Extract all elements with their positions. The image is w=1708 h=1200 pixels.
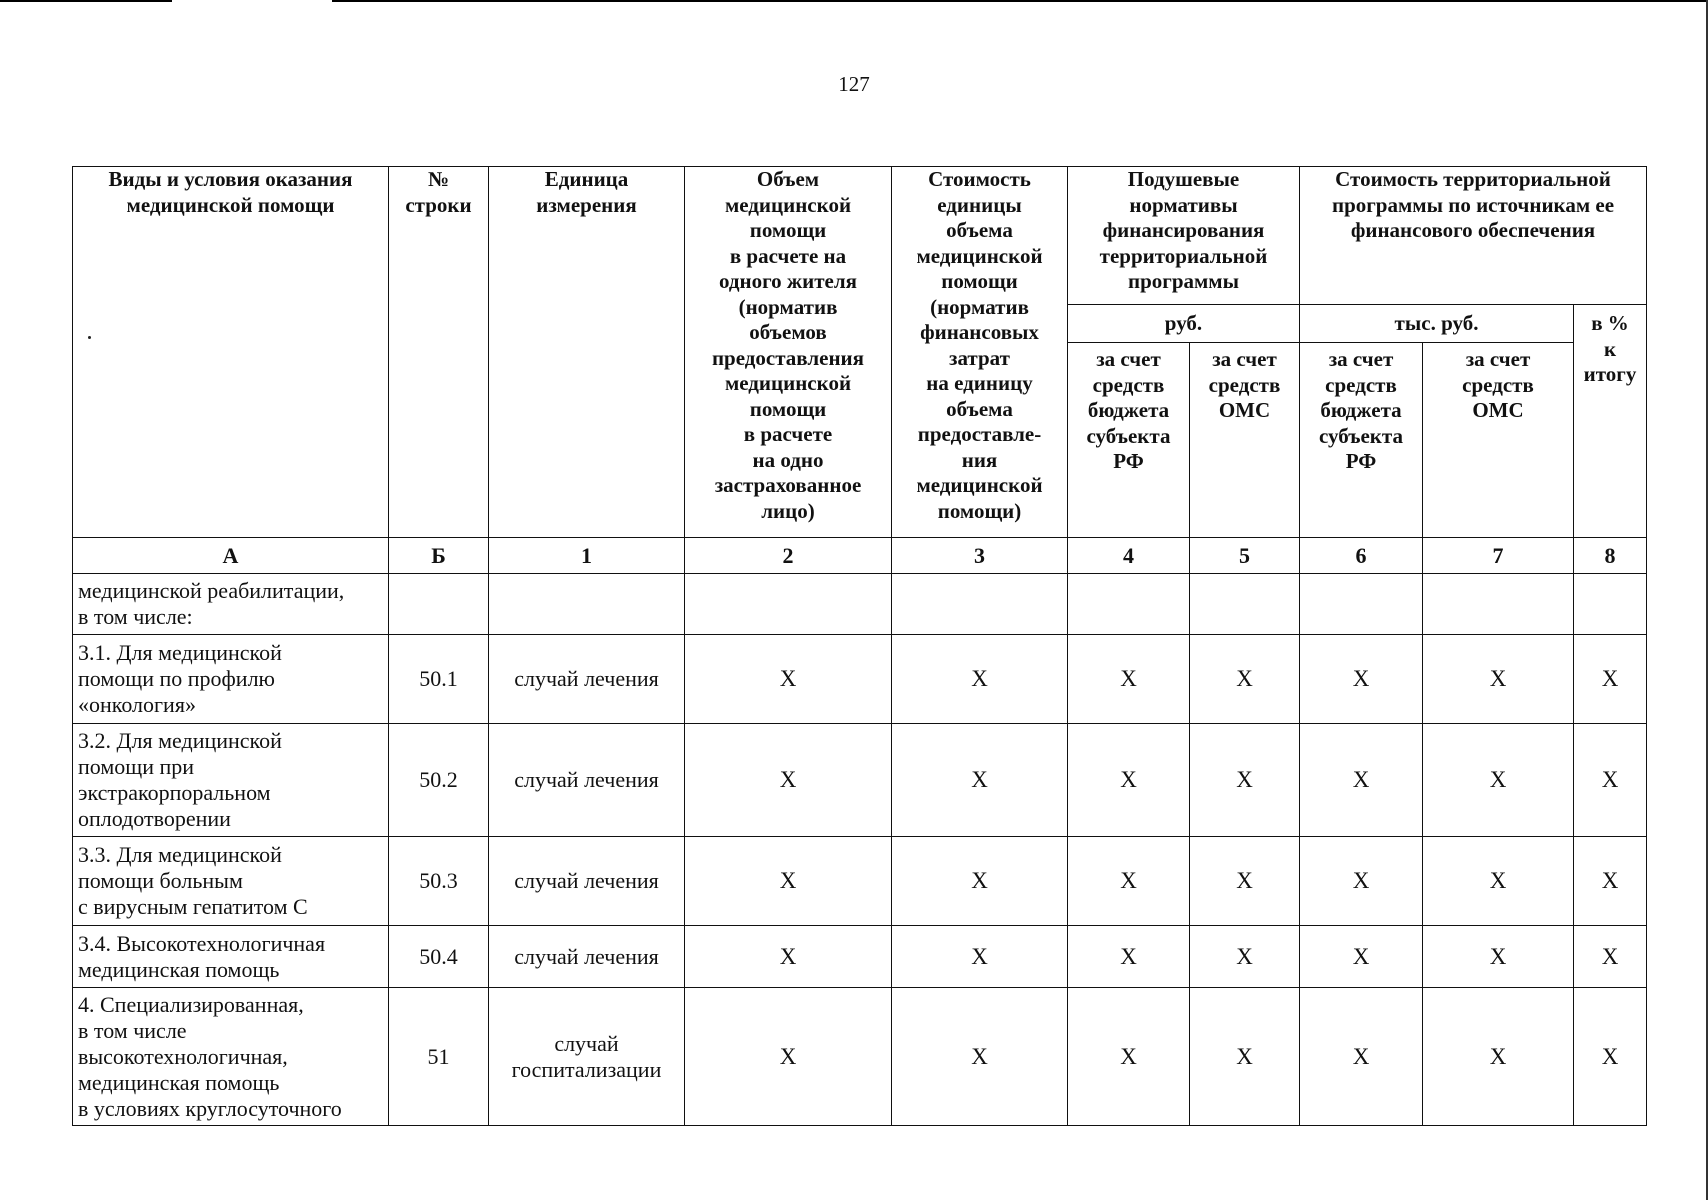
row-regional-budget-cost: Х [1300,988,1423,1126]
table-row [73,635,1647,724]
row-oms-cost [1423,574,1574,635]
row-unit: случай лечения [489,926,685,988]
row-oms-per-capita: Х [1190,926,1300,988]
row-line-number: 50.2 [389,724,489,837]
table-row [73,988,1647,1126]
row-care-type: медицинской реабилитации, в том числе: [73,574,389,635]
row-unit: случай лечения [489,837,685,926]
row-percent-of-total: Х [1574,635,1647,724]
row-care-type: 3.1. Для медицинской помощи по профилю «онкология» [73,635,389,724]
row-line-number: 50.3 [389,837,489,926]
page-top-edge [0,0,1708,2]
row-percent-of-total: Х [1574,926,1647,988]
header-percent-of-total: в % к итогу [1574,305,1647,538]
row-oms-per-capita: Х [1190,988,1300,1126]
row-unit-cost: Х [892,635,1068,724]
table-row [73,574,1647,635]
row-care-type: 3.2. Для медицинской помощи при экстракорпоральном оплодотворении [73,724,389,837]
index-cell: 4 [1068,538,1190,574]
row-volume: Х [685,724,892,837]
row-unit: случай госпитализации [489,988,685,1126]
header-regional-budget-cost: за счет средств бюджета субъекта РФ [1300,343,1423,538]
row-percent-of-total [1574,574,1647,635]
row-line-number: 50.4 [389,926,489,988]
header-unit: Единица измерения [489,167,685,538]
header-oms-per-capita: за счет средств ОМС [1190,343,1300,538]
funding-table [72,166,1647,1126]
row-regional-budget-per-capita: Х [1068,837,1190,926]
row-regional-budget-per-capita [1068,574,1190,635]
header-volume: Объем медицинской помощи в расчете на одного жителя (норматив объемов предоставления медицинской помощи в расчете на одно застрахованное лицо) [685,167,892,538]
row-regional-budget-per-capita: Х [1068,635,1190,724]
row-oms-cost: Х [1423,635,1574,724]
row-oms-cost: Х [1423,926,1574,988]
row-regional-budget-per-capita: Х [1068,724,1190,837]
row-percent-of-total: Х [1574,837,1647,926]
index-cell: 3 [892,538,1068,574]
row-regional-budget-cost: Х [1300,635,1423,724]
row-unit-cost: Х [892,926,1068,988]
row-volume: Х [685,988,892,1126]
row-unit-cost: Х [892,988,1068,1126]
index-cell: 8 [1574,538,1647,574]
row-unit-cost: Х [892,837,1068,926]
index-cell: 7 [1423,538,1574,574]
row-volume: Х [685,635,892,724]
row-oms-cost: Х [1423,724,1574,837]
index-cell: 1 [489,538,685,574]
row-line-number: 50.1 [389,635,489,724]
row-oms-per-capita [1190,574,1300,635]
header-per-capita-group: Подушевые нормативы финансирования территориальной программы [1068,167,1300,305]
header-regional-budget-per-capita: за счет средств бюджета субъекта РФ [1068,343,1190,538]
row-percent-of-total: Х [1574,988,1647,1126]
row-regional-budget-cost: Х [1300,837,1423,926]
row-oms-cost: Х [1423,837,1574,926]
row-care-type: 3.4. Высокотехнологичная медицинская помощь [73,926,389,988]
row-care-type: 3.3. Для медицинской помощи больным с вирусным гепатитом С [73,837,389,926]
table-row [73,926,1647,988]
index-cell: 6 [1300,538,1423,574]
row-volume: Х [685,926,892,988]
row-unit-cost [892,574,1068,635]
row-unit: случай лечения [489,724,685,837]
index-cell: 5 [1190,538,1300,574]
header-unit-cost: Стоимость единицы объема медицинской помощи (норматив финансовых затрат на единицу объема предоставле- ния медицинской помощи) [892,167,1068,538]
table-row [73,724,1647,837]
row-regional-budget-per-capita: Х [1068,988,1190,1126]
table-header [73,167,1647,538]
row-regional-budget-cost: Х [1300,724,1423,837]
row-volume: Х [685,837,892,926]
header-unit-rub: руб. [1068,305,1300,343]
row-unit-cost: Х [892,724,1068,837]
row-regional-budget-cost [1300,574,1423,635]
header-line-number: № строки [389,167,489,538]
row-regional-budget-cost: Х [1300,926,1423,988]
page-number: 127 [838,72,870,96]
index-cell: 2 [685,538,892,574]
row-care-type: 4. Специализированная, в том числе высокотехнологичная, медицинская помощь в условиях круглосуточного [73,988,389,1126]
header-program-cost-group: Стоимость территориальной программы по источникам ее финансового обеспечения [1300,167,1647,305]
header-care-type: Виды и условия оказания медицинской помощи [73,167,389,538]
header-oms-cost: за счет средств ОМС [1423,343,1574,538]
row-unit: случай лечения [489,635,685,724]
row-oms-per-capita: Х [1190,635,1300,724]
row-oms-per-capita: Х [1190,837,1300,926]
table-row [73,837,1647,926]
row-unit [489,574,685,635]
row-oms-per-capita: Х [1190,724,1300,837]
row-regional-budget-per-capita: Х [1068,926,1190,988]
row-oms-cost: Х [1423,988,1574,1126]
header-unit-thousand-rub: тыс. руб. [1300,305,1574,343]
row-line-number [389,574,489,635]
row-percent-of-total: Х [1574,724,1647,837]
row-line-number: 51 [389,988,489,1126]
column-index-row [73,538,1647,574]
row-volume [685,574,892,635]
index-cell: А [73,538,389,574]
index-cell: Б [389,538,489,574]
